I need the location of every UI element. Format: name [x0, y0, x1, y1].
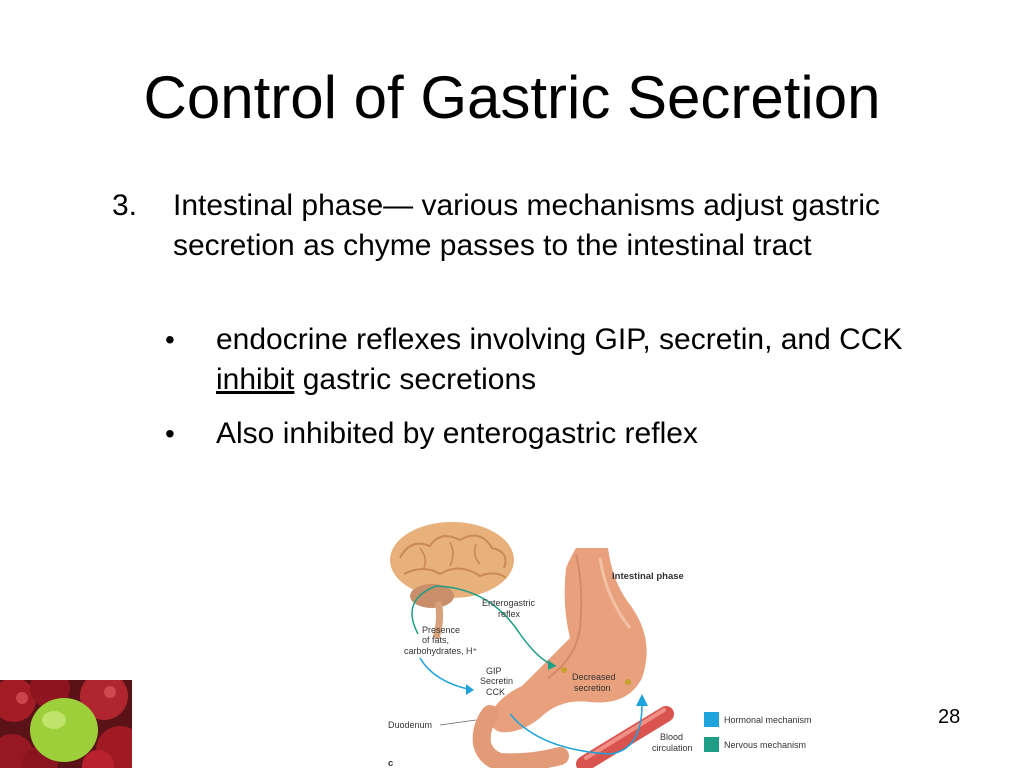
page-number: 28 [938, 706, 961, 728]
bullet-1-text-b: gastric secretions [294, 363, 537, 396]
figure-panel-letter: c [388, 758, 394, 768]
hormonal-arrow-1 [420, 658, 472, 690]
slide-title: Control of Gastric Secretion [143, 64, 881, 131]
label-secretion: secretion [574, 683, 611, 693]
bullet-marker: • [165, 324, 175, 355]
legend-hormonal-swatch [704, 712, 719, 727]
bullet-marker: • [165, 418, 175, 449]
label-gip: GIP [486, 666, 502, 676]
intestinal-phase-figure [380, 518, 820, 768]
label-duodenum: Duodenum [388, 720, 433, 730]
blood-vessel [584, 710, 666, 764]
label-circulation: circulation [652, 743, 693, 753]
legend-nervous-swatch [704, 737, 719, 752]
bullet-1-text-a: endocrine reflexes involving GIP, secretin, and CCK [216, 323, 903, 356]
label-cck: CCK [486, 687, 506, 697]
bullet-1-underlined: inhibit [216, 363, 295, 396]
label-of-fats: of fats, [422, 635, 450, 645]
point-text: Intestinal phase— various mechanisms adjust gastric secretion as chyme passes to the intestinal tract [173, 189, 880, 262]
label-carbohydrates: carbohydrates, H⁺ [404, 646, 478, 656]
legend-nervous: Nervous mechanism [724, 740, 807, 750]
bullet-1 [216, 320, 976, 400]
legend-hormonal: Hormonal mechanism [724, 715, 812, 725]
label-blood: Blood [660, 732, 684, 742]
bullet-2: Also inhibited by enterogastric reflex [216, 417, 698, 450]
figure-panel-title: Intestinal phase [612, 571, 684, 582]
label-enterogastric: Enterogastric [482, 598, 536, 608]
label-reflex: reflex [498, 609, 521, 619]
label-decreased: Decreased [572, 672, 616, 682]
apples-image [0, 680, 132, 768]
point-number: 3. [112, 189, 138, 222]
brain-illustration [390, 522, 514, 638]
label-secretin: Secretin [480, 676, 514, 686]
label-presence: Presence [422, 625, 461, 635]
